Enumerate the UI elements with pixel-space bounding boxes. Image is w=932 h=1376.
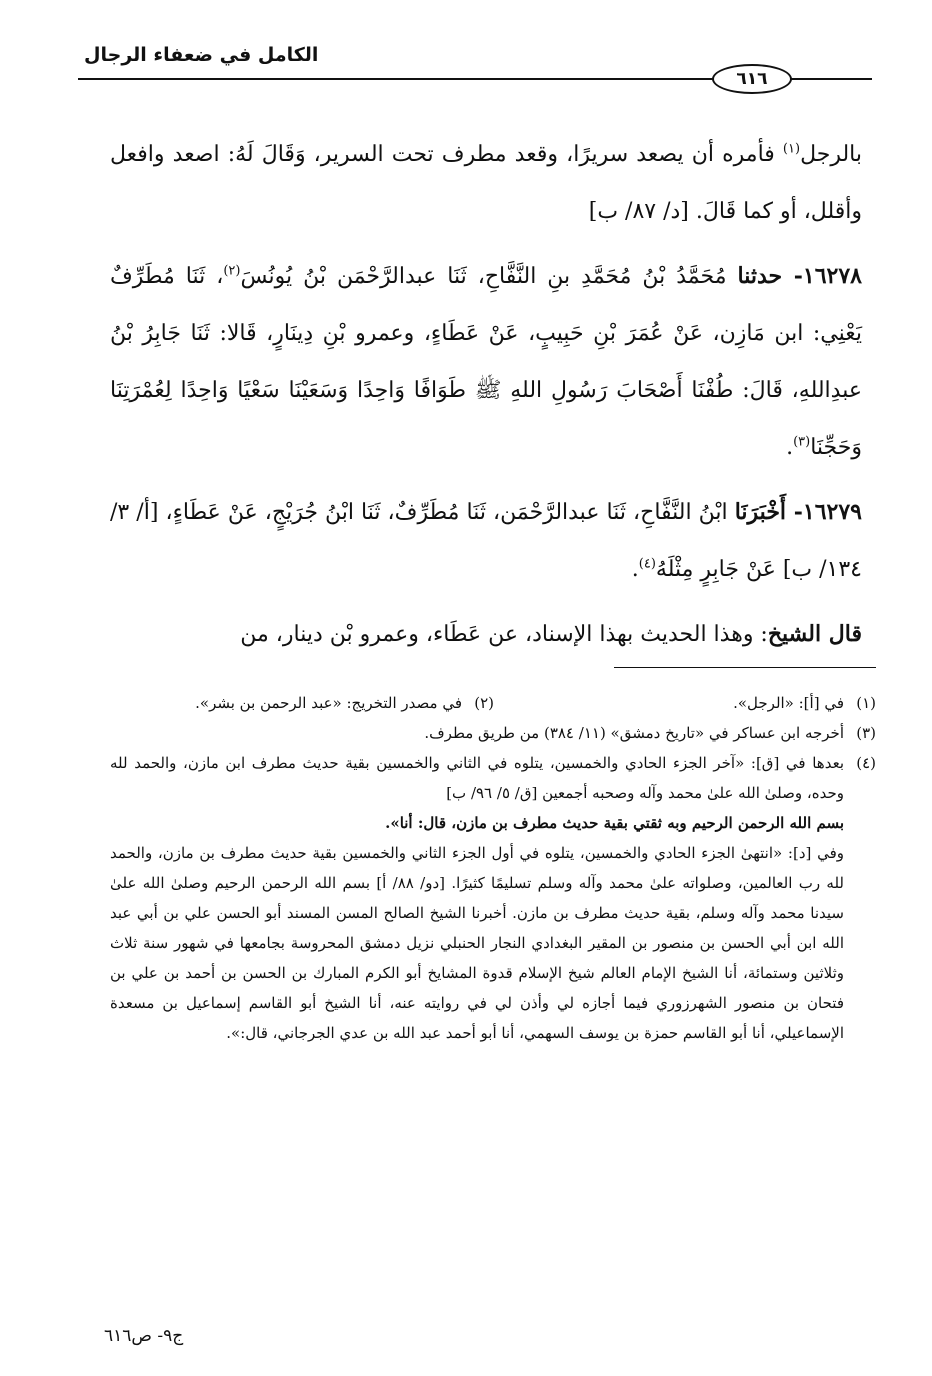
text-run: . <box>631 557 639 582</box>
footnote-ref-3[interactable]: (٣) <box>793 434 811 450</box>
footnote-ref-1[interactable]: (١) <box>782 141 801 157</box>
hadith-number: ١٦٢٧٩- <box>786 499 862 525</box>
text-run: مُحَمَّدُ بْنُ مُحَمَّدِ بنِ النَّفَّاحِ، ثَنَا عبدالرَّحْمَن بْنُ يُونُسَ <box>240 264 738 289</box>
page-number: ٦١٦ <box>736 68 768 89</box>
running-title: الكامل في ضعفاء الرجال <box>84 44 319 66</box>
text-run: ابْنُ النَّفَّاحِ، ثَنَا عبدالرَّحْمَن، ثَنَا مُطَرِّفٌ، ثَنَا ابْنُ جُرَيْجٍ، عَنْ عَطَاءٍ، [أ/ ٣/ ١٣٤/ ب] عَنْ جَابِرٍ مِثْلَهُ <box>110 500 862 582</box>
footnote-text: بعدها في [ق]: «آخر الجزء الحادي والخمسين، يتلوه في الثاني والخمسين بقية حديث مطرف ابن مازن، والحمد لله وحده، وصلىٰ الله علىٰ محمد وآله وصحبه أجمعين [ق/ ٥/ ٩٦/ ب] <box>110 754 844 802</box>
footnote-3 <box>110 718 876 748</box>
footnote-divider <box>614 667 876 668</box>
footnotes <box>110 688 876 1048</box>
page-number-badge <box>712 64 792 94</box>
text-run: . <box>786 435 794 460</box>
text-run: بالرجل <box>800 142 862 167</box>
hadith-16278 <box>110 248 862 476</box>
footnote-text: أخرجه ابن عساكر في «تاريخ دمشق» (١١/ ٣٨٤) من طريق مطرف. <box>424 724 844 742</box>
hadith-number: ١٦٢٧٨- <box>782 263 862 289</box>
main-text <box>110 126 862 671</box>
text-run: : وهذا الحديث بهذا الإسناد، عن عَطَاء، وعمرو بْن دينار، من <box>240 622 768 647</box>
paragraph-continuation <box>110 126 862 240</box>
footnote-1 <box>494 688 876 718</box>
footnote-2 <box>195 688 494 718</box>
volume-page-reference: ج٩- ص٦١٦ <box>104 1326 184 1346</box>
footnote-ref-2[interactable]: (٢) <box>223 263 241 279</box>
footnote-4 <box>110 748 876 1048</box>
footnote-mark: (٣) <box>856 724 876 742</box>
transmission-keyword: أَخْبَرَنَا <box>734 499 787 525</box>
text-run: ، ثَنَا مُطَرِّفٌ يَعْنِي: ابن مَازِن، عَنْ عُمَرَ بْنِ حَبِيبٍ، عَنْ عَطَاءٍ، وعمرو بْنِ دِينَارٍ، قَالا: ثَنَا جَابِرُ بْنُ عبدِاللهِ، قَالَ: طُفْنَا أَصْحَابَ رَسُولِ اللهِ ﷺ طَوَافًا وَاحِدًا وَسَعَيْنَا سَعْيًا وَاحِدًا لِعُمْرَتِنَا وَحَجِّنَا <box>110 264 862 460</box>
text-run: فأمره أن يصعد سريرًا، وقعد مطرف تحت السرير، وَقَالَ لَهُ: اصعد وافعل وأقلل، أو كما قَالَ. [د/ ٨٧/ ب] <box>110 142 862 224</box>
footnote-bold-line: بسم الله الرحمن الرحيم وبه ثقتي بقية حديث مطرف بن مازن، قال: أنا». <box>385 814 844 832</box>
footnote-text: في مصدر التخريج: «عبد الرحمن بن بشر». <box>195 694 462 712</box>
footnote-mark: (١) <box>856 694 876 712</box>
sheikh-comment <box>110 606 862 663</box>
hadith-16279 <box>110 484 862 598</box>
footnote-text: في [أ]: «الرجل». <box>733 694 844 712</box>
footnote-row <box>110 688 876 718</box>
footnote-text: وفي [د]: «انتهىٰ الجزء الحادي والخمسين، يتلوه في أول الجزء الثاني والخمسين بقية حديث مطرف بن مازن، والحمد لله رب العالمين، وصلواته علىٰ محمد وآله وسلم تسليمًا كثيرًا. [دو/ ٨٨/ أ] بسم الله الرحمن الرحيم وصلىٰ الله علىٰ سيدنا محمد وآله وسلم، بقية حديث مطرف بن مازن. أخبرنا الشيخ الصالح المسن المسند أبو الحسن علي بن أبي عبد الله ابن أبي الحسن بن منصور بن المقير البغدادي النجار الحنبلي نزيل دمشق المحروسة بجامعها في شهور سنة ثلاث وثلاثين وستمائة، أنا الشيخ الإمام العالم شيخ الإسلام قدوة المشايخ أبو الكرم المبارك بن الحسن بن أحمد بن علي بن فتحان بن منصور الشهرزوري فيما أجازه لي وأذن لي في روايته عنه، أنا الشيخ أبو القاسم إسماعيل بن مسعدة الإسماعيلي، أنا أبو القاسم حمزة بن يوسف السهمي، أنا أبو أحمد عبد الله بن عدي الجرجاني، قال:». <box>110 844 844 1042</box>
transmission-keyword: حدثنا <box>737 263 783 289</box>
sheikh-label: قال الشيخ <box>767 621 862 647</box>
footnote-mark: (٢) <box>474 694 494 712</box>
footnote-mark: (٤) <box>856 754 876 772</box>
footnote-ref-4[interactable]: (٤) <box>638 556 656 572</box>
